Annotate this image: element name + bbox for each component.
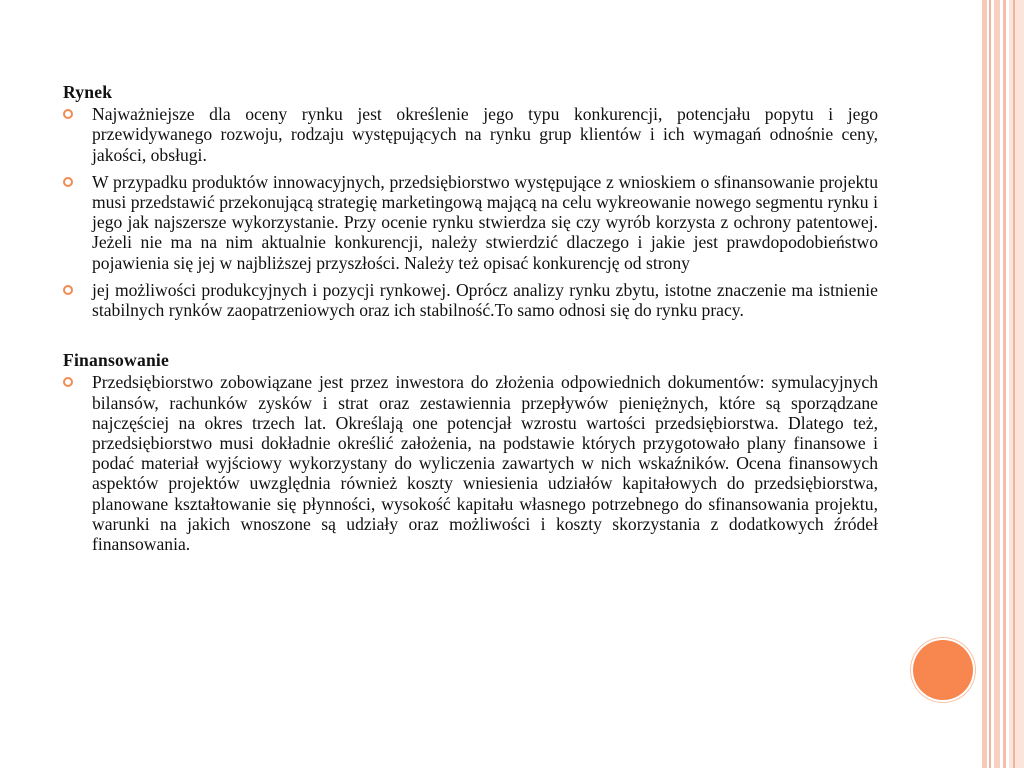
list-item xyxy=(63,372,878,554)
decorative-stripe xyxy=(1009,0,1024,768)
section-heading-finansowanie: Finansowanie xyxy=(63,350,170,371)
slide-content xyxy=(63,82,878,561)
decorative-stripe xyxy=(1013,0,1015,768)
bullet-text: Najważniejsze dla oceny rynku jest określenie jego typu konkurencji, potencjału popytu i jego przewidywanego rozwoju, rodzaju występujących na rynku grup klientów i ich wymagań odnośnie ceny, jakości, obsługi. xyxy=(92,104,878,165)
list-item xyxy=(63,280,878,320)
list-item xyxy=(63,172,878,273)
decorative-stripe xyxy=(982,0,987,768)
bullet-text: jej możliwości produkcyjnych i pozycji rynkowej. Oprócz analizy rynku zbytu, istotne znaczenie ma istnienie stabilnych rynków zaopatrzeniowych oraz ich stabilność.To samo odnosi się do rynku pracy. xyxy=(92,279,878,321)
decorative-stripe xyxy=(994,0,1000,768)
decorative-stripe xyxy=(989,0,991,768)
decorative-circle xyxy=(913,640,973,700)
list-item xyxy=(63,104,878,165)
rynek-bullet-list xyxy=(63,104,878,320)
bullet-circle-icon xyxy=(63,377,73,387)
bullet-text: Przedsiębiorstwo zobowiązane jest przez inwestora do złożenia odpowiednich dokumentów: symulacyjnych bilansów, rachunków zysków i strat oraz zestawiennia przepływów pieniężnych, które są sporządzane najczęściej na okres trzech lat. Określają one potencjał wzrostu wartości przedsiębiorstwa. Dlatego też, przedsiębiorstwo musi dokładnie określić założenia, na podstawie których przygotowało plany finansowe i podać materiał wyjściowy wykorzystany do wyliczenia zawartych w nich wskaźników. Ocena finansowych aspektów projektów uwzględnia również koszty wniesienia udziałów kapitałowych do przedsiębiorstwa, planowane kształtowanie się płynności, wysokość kapitału własnego potrzebnego do sfinansowania projektu, warunki na jakich wnoszone są udziały oraz możliwości i koszty skorzystania z dodatkowych źródeł finansowania. xyxy=(92,372,878,555)
finansowanie-bullet-list xyxy=(63,372,878,554)
decorative-stripe xyxy=(1003,0,1006,768)
bullet-text: W przypadku produktów innowacyjnych, przedsiębiorstwo występujące z wnioskiem o sfinansowanie projektu musi przedstawić przekonującą strategię marketingową mającą na celu wykreowanie nowego segmentu rynku i jego jak najszersze wykorzystanie. Przy ocenie rynku stwierdza się czy wyrób korzysta z ochrony patentowej. Jeżeli nie ma na nim aktualnie konkurencji, należy stwierdzić dlaczego i jakie jest prawdopodobieństwo pojawienia się jej w najbliższej przyszłości. Należy też opisać konkurencję od strony xyxy=(92,171,878,273)
bullet-circle-icon xyxy=(63,285,73,295)
bullet-circle-icon xyxy=(63,109,73,119)
bullet-circle-icon xyxy=(63,177,73,187)
section-heading-rynek: Rynek xyxy=(63,82,113,102)
